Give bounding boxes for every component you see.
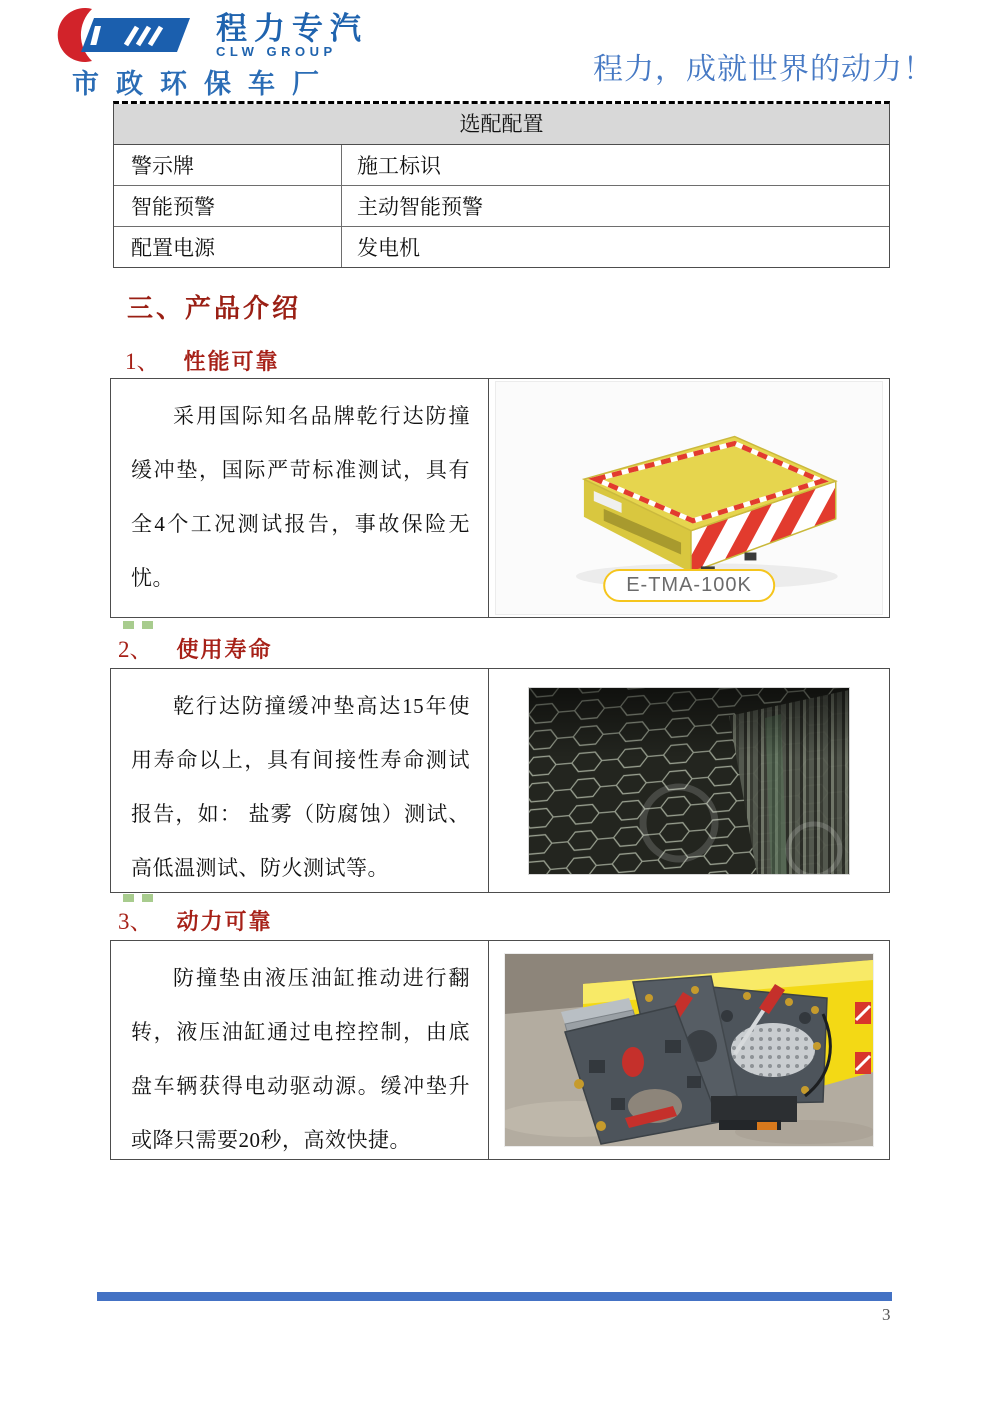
- green-anchor-icon: [142, 621, 153, 629]
- optional-config-table: [113, 101, 890, 268]
- section-title: 三、产品介绍: [127, 293, 302, 323]
- subsection-label: 使用寿命: [176, 637, 273, 662]
- subsection-number: 1、: [125, 349, 160, 374]
- honeycomb-illustration: [529, 688, 849, 874]
- subsection-label: 动力可靠: [176, 909, 273, 934]
- config-label: 配置电源: [114, 227, 342, 267]
- page-number: 3: [882, 1305, 891, 1324]
- config-value: 发电机: [357, 236, 420, 260]
- subsection-number: 2、: [118, 637, 153, 662]
- product-text-cell: [111, 669, 489, 892]
- table-row: [114, 186, 889, 227]
- comment-anchor-icons: [123, 621, 153, 629]
- green-anchor-icon: [142, 894, 153, 902]
- brand-name-en: CLW GROUP: [216, 44, 337, 59]
- product-description: 采用国际知名品牌乾行达防撞缓冲垫，国际严苛标准测试，具有全4个工况测试报告，事故保险无忧。: [131, 404, 470, 590]
- config-label: 警示牌: [114, 145, 342, 185]
- table-row: [114, 227, 889, 267]
- product-text-cell: [111, 941, 489, 1159]
- config-label: 智能预警: [114, 186, 342, 226]
- subsection-heading-3: [118, 903, 273, 936]
- product-image-cell: [489, 941, 889, 1159]
- company-logo: [38, 6, 368, 64]
- clw-logo-icon: [38, 6, 210, 64]
- green-anchor-icon: [123, 894, 134, 902]
- subsection-label: 性能可靠: [183, 349, 280, 374]
- company-slogan: 程力，成就世界的动力！: [593, 53, 934, 86]
- product-image-cell: [489, 669, 889, 892]
- subsection-number: 3、: [118, 909, 153, 934]
- product-image-cell: [489, 379, 889, 617]
- model-label-badge: E-TMA-100K: [603, 569, 775, 602]
- product-description: 防撞垫由液压油缸推动进行翻转，液压油缸通过电控控制，由底盘车辆获得电动驱动源。缓冲垫升或降只需要20秒，高效快捷。: [131, 966, 470, 1152]
- config-table-title: 选配配置: [114, 104, 889, 145]
- product-table-3: [110, 940, 890, 1160]
- product-table-2: [110, 668, 890, 893]
- honeycomb-photo: [528, 687, 850, 875]
- brand-text-block: [216, 6, 368, 59]
- factory-name: 市政环保车厂: [72, 69, 336, 99]
- config-value: 施工标识: [357, 154, 441, 178]
- crash-cushion-photo: [495, 381, 883, 615]
- product-description: 乾行达防撞缓冲垫高达15年使用寿命以上，具有间接性寿命测试报告，如： 盐雾（防腐蚀）测试、高低温测试、防火测试等。: [131, 694, 470, 880]
- subsection-heading-2: [118, 631, 273, 664]
- mechanism-photo: [504, 953, 874, 1147]
- comment-anchor-icons: [123, 894, 153, 902]
- subsection-heading-1: [125, 343, 280, 376]
- green-anchor-icon: [123, 621, 134, 629]
- product-table-1: [110, 378, 890, 618]
- config-value: 主动智能预警: [357, 195, 483, 219]
- brand-name-cn: 程力专汽: [216, 11, 368, 46]
- mechanism-illustration: [505, 954, 873, 1146]
- table-row: [114, 145, 889, 186]
- product-text-cell: [111, 379, 489, 617]
- footer-divider-bar: [97, 1292, 892, 1301]
